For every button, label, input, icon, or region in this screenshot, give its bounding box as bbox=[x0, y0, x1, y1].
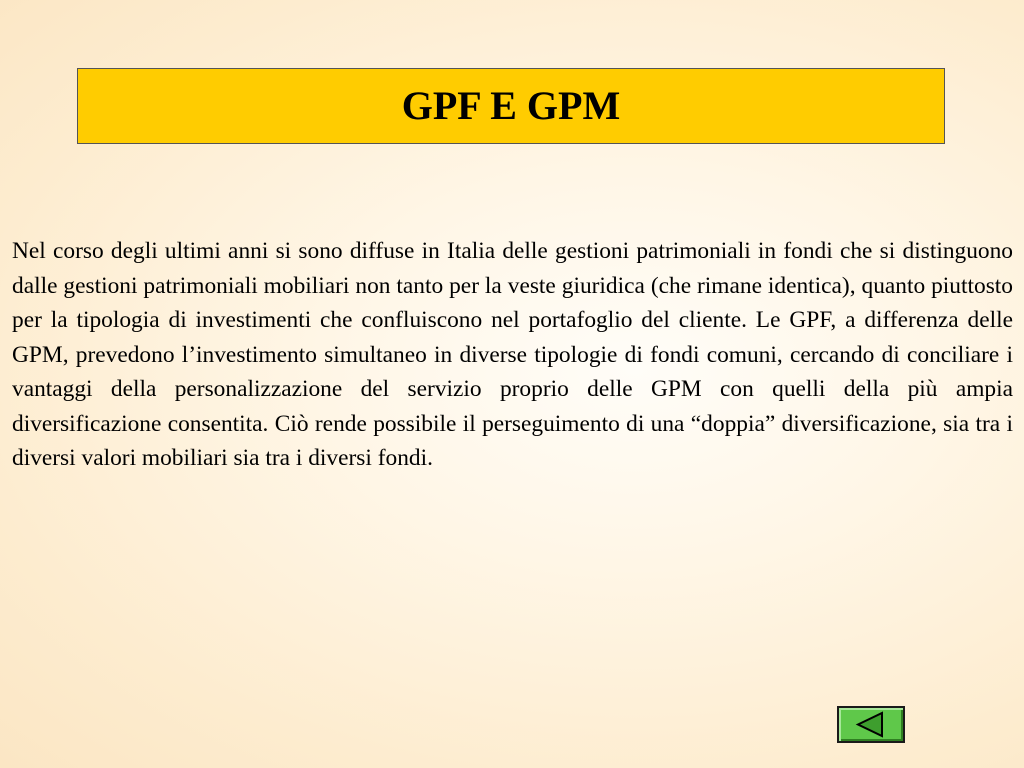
back-button[interactable] bbox=[837, 706, 905, 743]
slide-body-text: Nel corso degli ultimi anni si sono diffuse in Italia delle gestioni patrimoniali in fondi che si distinguono dalle gestioni patrimoniali mobiliari non tanto per la veste giuridica (che rimane identica), quanto piuttosto per la tipologia di investimenti che confluiscono nel portafoglio del cliente. Le GPF, a differenza delle GPM, prevedono l’investimento simultaneo in diverse tipologie di fondi comuni, cercando di conciliare i vantaggi della personalizzazione del servizio proprio delle GPM con quelli della più ampia diversificazione consentita. Ciò rende possibile il perseguimento di una “doppia” diversificazione, sia tra i diversi valori mobiliari sia tra i diversi fondi. bbox=[12, 238, 1013, 471]
triangle-left-icon bbox=[839, 708, 903, 741]
title-banner bbox=[77, 68, 945, 144]
slide-title: GPF E GPM bbox=[401, 83, 621, 128]
